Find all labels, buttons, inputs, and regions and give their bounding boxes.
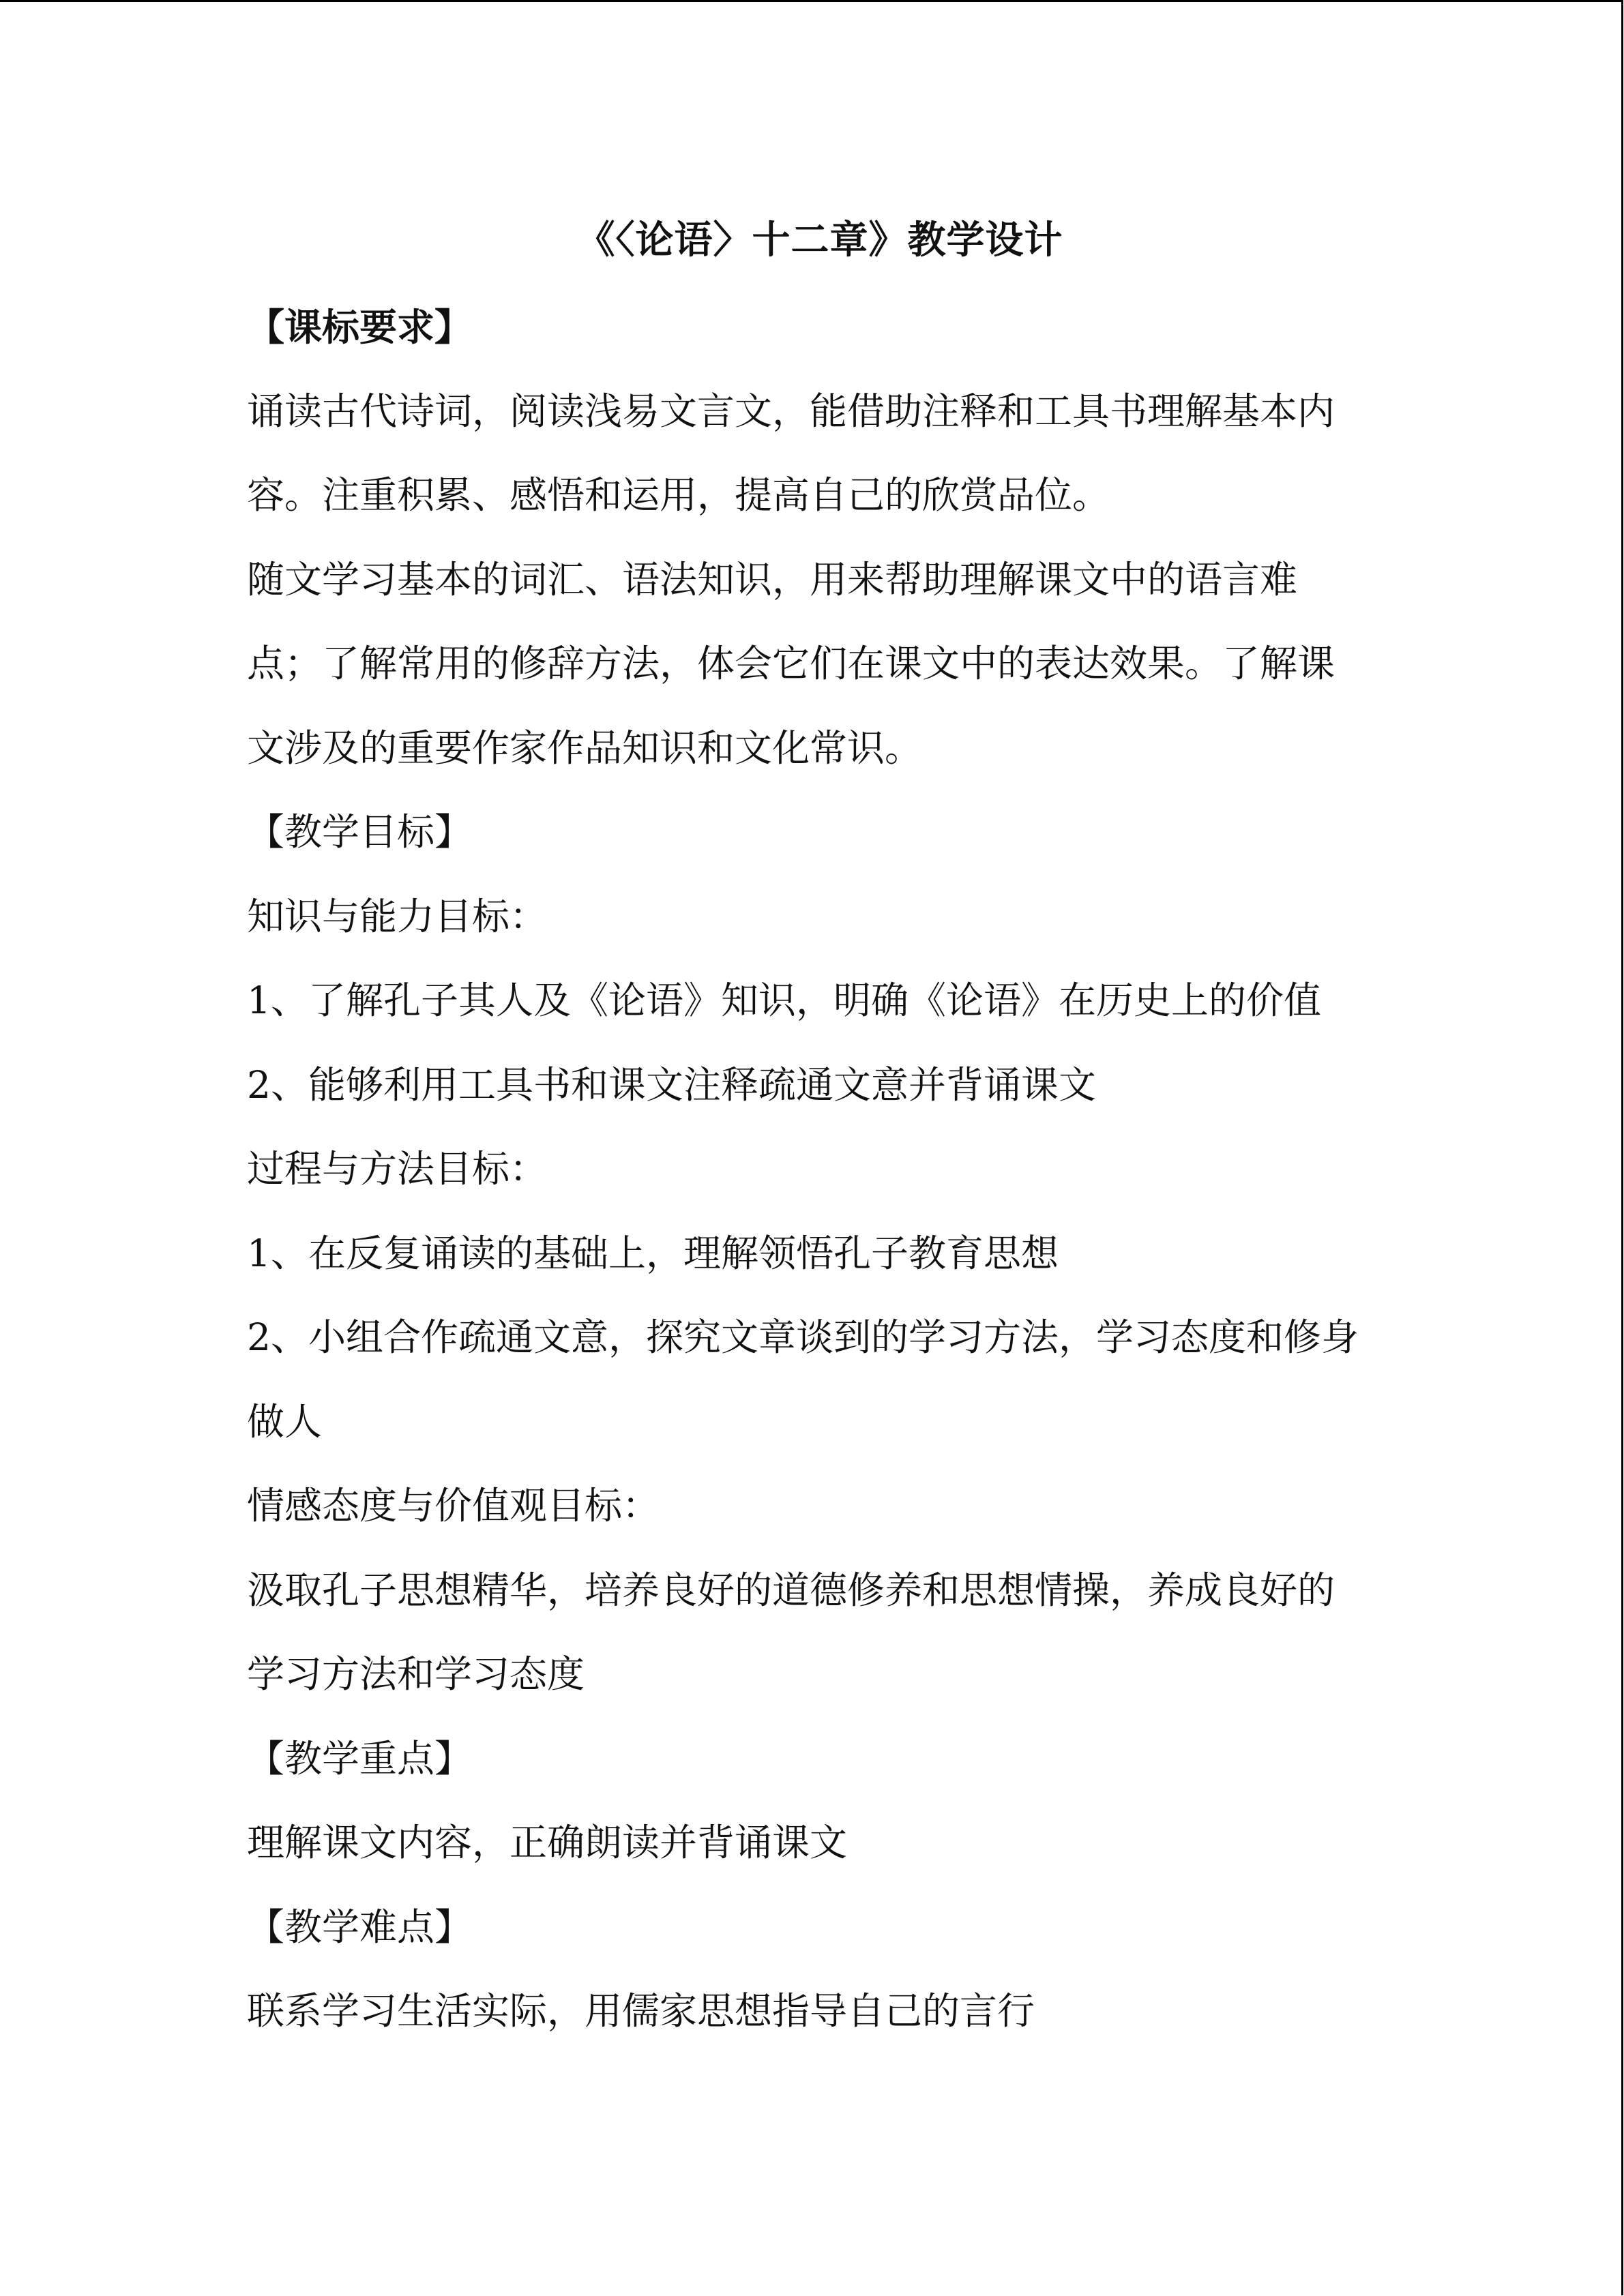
- section-heading-teaching-focus: 【教学重点】: [247, 1736, 473, 1780]
- list-item-continuation: 做人: [247, 1399, 323, 1444]
- paragraph-line: 联系学习生活实际，用儒家思想指导自己的言行: [247, 1989, 1035, 2033]
- paragraph-line: 理解课文内容，正确朗读并背诵课文: [247, 1821, 848, 1864]
- paragraph-line: 文涉及的重要作家作品知识和文化常识。: [247, 726, 923, 770]
- list-item: 2、小组合作疏通文意，探究文章谈到的学习方法，学习态度和修身: [247, 1315, 1359, 1359]
- list-item: 1、在反复诵读的基础上，理解领悟孔子教育思想: [247, 1231, 1059, 1275]
- paragraph-line: 随文学习基本的词汇、语法知识，用来帮助理解课文中的语言难: [247, 557, 1298, 601]
- paragraph-line: 点；了解常用的修辞方法，体会它们在课文中的表达效果。了解课: [247, 642, 1335, 685]
- subheading-emotion-values: 情感态度与价值观目标：: [247, 1484, 660, 1527]
- section-heading-teaching-difficulty: 【教学难点】: [247, 1905, 473, 1949]
- list-item: 1、了解孔子其人及《论语》知识，明确《论语》在历史上的价值: [247, 979, 1321, 1022]
- subheading-process-method: 过程与方法目标：: [247, 1147, 548, 1191]
- document-title: 《〈论语〉十二章》教学设计: [576, 218, 1063, 263]
- paragraph-line: 学习方法和学习态度: [247, 1652, 585, 1696]
- document-body: [247, 211, 1393, 2054]
- subheading-knowledge-ability: 知识与能力目标：: [247, 894, 548, 938]
- paragraph-line: 容。注重积累、感悟和运用，提高自己的欣赏品位。: [247, 473, 1110, 517]
- section-heading-curriculum-requirements: 【课标要求】: [247, 305, 473, 349]
- list-item: 2、能够利用工具书和课文注释疏通文意并背诵课文: [247, 1062, 1096, 1107]
- paragraph-line: 汲取孔子思想精华，培养良好的道德修养和思想情操，养成良好的: [247, 1568, 1335, 1612]
- section-heading-teaching-objectives: 【教学目标】: [247, 810, 473, 854]
- paragraph-line: 诵读古代诗词，阅读浅易文言文，能借助注释和工具书理解基本内: [247, 389, 1335, 433]
